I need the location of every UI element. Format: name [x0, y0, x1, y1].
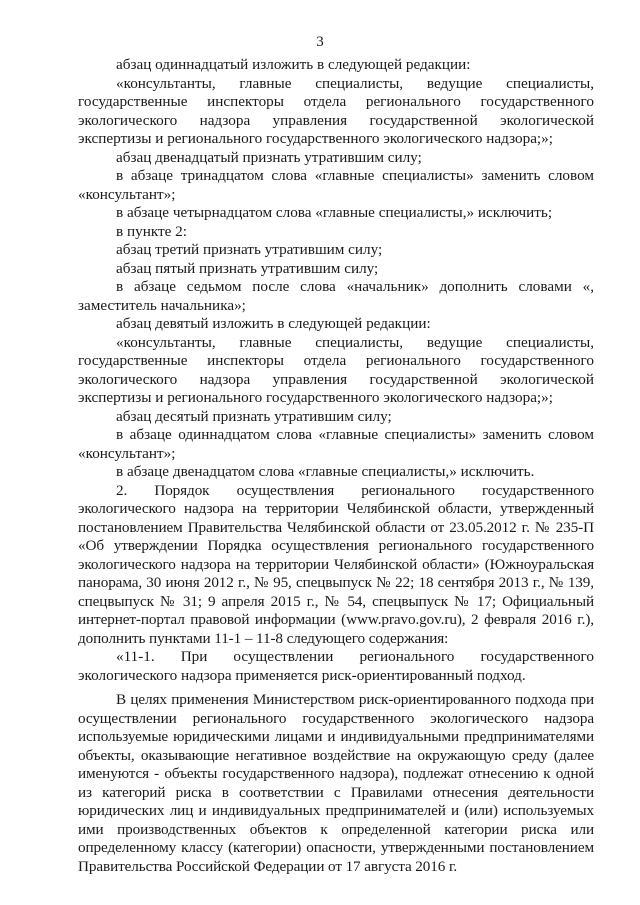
paragraph: абзац девятый изложить в следующей редакции:	[116, 315, 431, 332]
paragraph: 2. Порядок осуществления регионального государственного экологического надзора на территории Челябинской области, утвержденный постановлением Правительства Челябинской области от 23.05.2012 г. № 235-П «Об утверждении Порядка осуществления регионального государственного экологического надзора на территории Челябинской области» (Южноуральская панорама, 30 июня 2012 г., № 95, спецвыпуск № 22; 18 сентября 2013 г., № 139, спецвыпуск № 31; 9 апреля 2015 г., № 54, спецвыпуск № 17; Официальный интернет-портал правовой информации (www.pravo.gov.ru), 2 февраля 2016 г.), дополнить пунктами 11-1 – 11-8 следующего содержания:	[78, 481, 594, 647]
paragraph: «консультанты, главные специалисты, ведущие специалисты, государственные инспекторы отдела регионального государственного экологического надзора управления государственной экологической экспертизы и регионального государственного экологического надзора;»;	[78, 74, 594, 147]
paragraph: «11-1. При осуществлении регионального государственного экологического надзора применяется риск-ориентированный подход.	[78, 648, 594, 684]
paragraph: абзац одиннадцатый изложить в следующей редакции:	[116, 56, 471, 73]
paragraph: абзац пятый признать утратившим силу;	[116, 259, 379, 277]
paragraph: в абзаце четырнадцатом слова «главные специалисты,» исключить;	[116, 204, 553, 221]
paragraph: в абзаце одиннадцатом слова «главные специалисты» заменить словом «консультант»;	[78, 426, 594, 462]
paragraph: В целях применения Министерством риск-ориентированного подхода при осуществлении регионального государственного экологического надзора используемые юридическими лицами и индивидуальными предпринимателями объекты, оказывающие негативное воздействие на окружающую среду (далее именуются - объекты государственного надзора), подлежат отнесению к одной из категорий риска в соответствии с Правилами отнесения деятельности юридических лиц и индивидуальных предпринимателей и (или) используемых ими производственных объектов к определенной категории риска или определенному классу (категории) опасности, утвержденными постановлением Правительства Российской Федерации от 17 августа 2016 г.	[78, 691, 594, 875]
paragraph: «консультанты, главные специалисты, ведущие специалисты, государственные инспекторы отдела регионального государственного экологического надзора управления государственной экологической экспертизы и регионального государственного экологического надзора;»;	[78, 333, 594, 406]
page-number: 3	[316, 34, 324, 50]
paragraph: в абзаце седьмом после слова «начальник» дополнить словами «, заместитель начальника»;	[78, 278, 594, 314]
paragraph: в абзаце тринадцатом слова «главные специалисты» заменить словом «консультант»;	[78, 167, 594, 203]
paragraph: абзац третий признать утратившим силу;	[116, 241, 383, 258]
paragraph: абзац двенадцатый признать утратившим силу;	[116, 148, 422, 166]
paragraph: абзац десятый признать утратившим силу;	[116, 407, 392, 425]
document-body	[78, 56, 594, 876]
paragraph: в пункте 2:	[116, 222, 187, 240]
paragraph: в абзаце двенадцатом слова «главные специалисты,» исключить.	[116, 463, 535, 480]
